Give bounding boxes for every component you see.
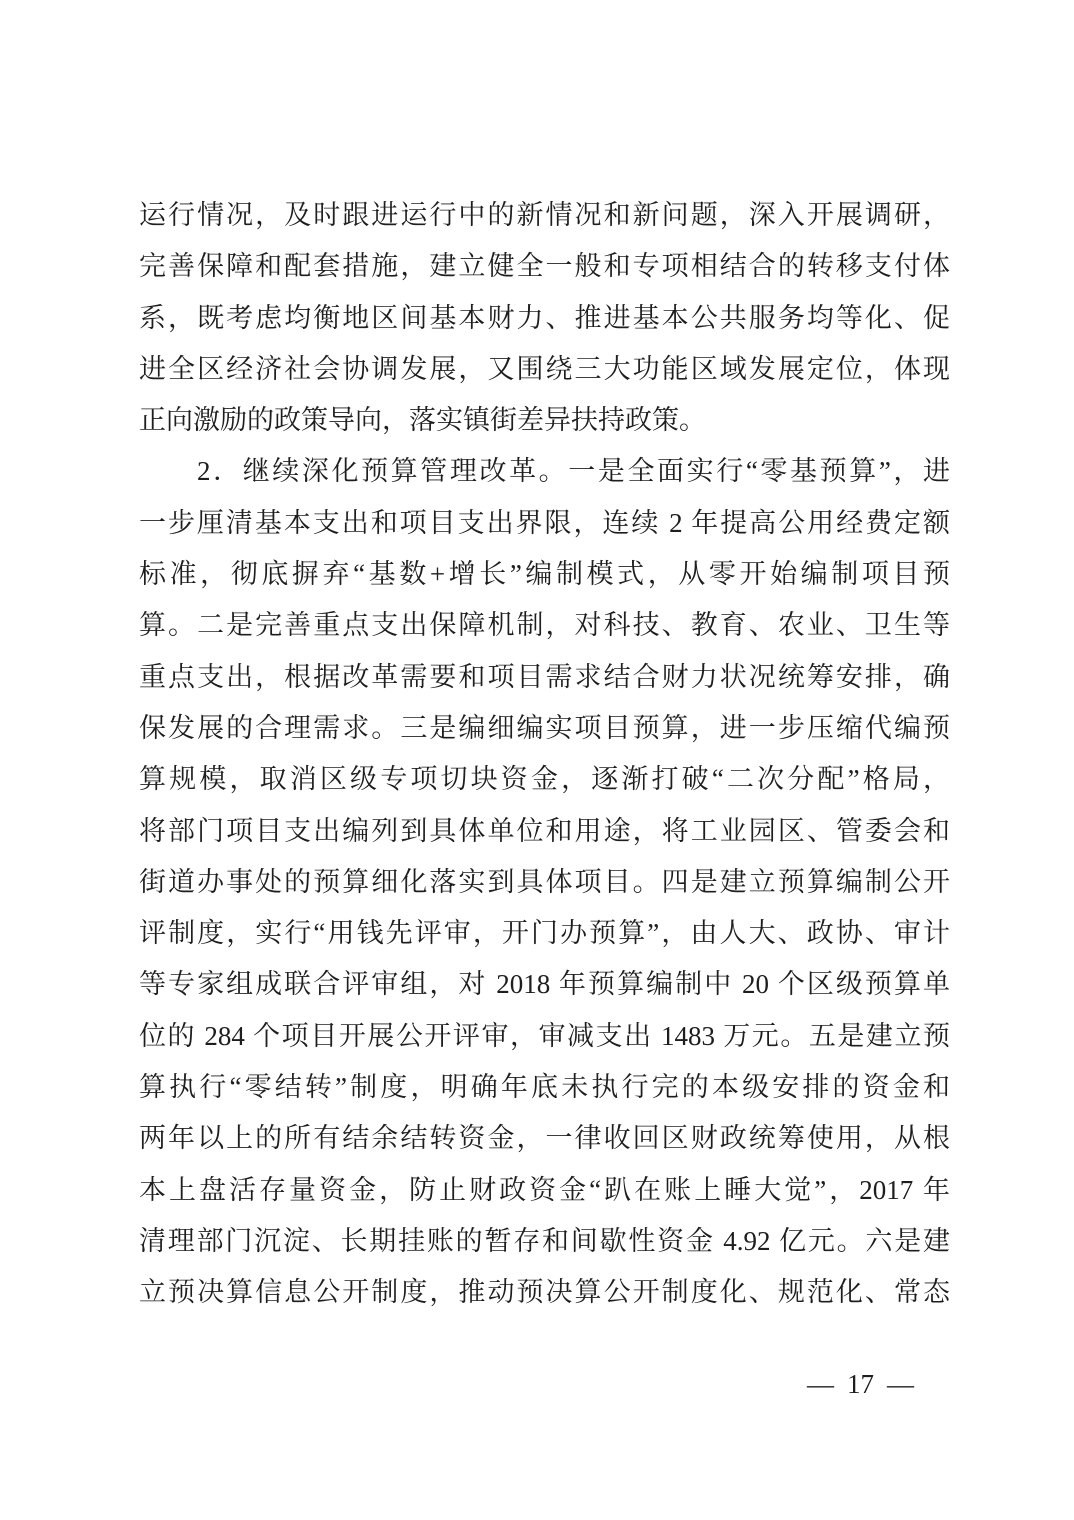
- text-line: 算。二是完善重点支出保障机制，对科技、教育、农业、卫生等: [139, 610, 950, 641]
- text-line-paragraph-start: 2．继续深化预算管理改革。一是全面实行“零基预算”，进: [197, 456, 950, 487]
- text-line: 保发展的合理需求。三是编细编实项目预算，进一步压缩代编预: [139, 712, 950, 743]
- text-line: 系，既考虑均衡地区间基本财力、推进基本公共服务均等化、促: [139, 302, 950, 333]
- text-line: 算执行“零结转”制度，明确年底未执行完的本级安排的资金和: [139, 1072, 950, 1103]
- page-footer: [807, 1368, 914, 1400]
- text-line: 运行情况，及时跟进运行中的新情况和新问题，深入开展调研，: [139, 200, 950, 230]
- text-line: 完善保障和配套措施，建立健全一般和专项相结合的转移支付体: [139, 251, 950, 282]
- footer-dash-left: —: [807, 1369, 834, 1399]
- text-line: 街道办事处的预算细化落实到具体项目。四是建立预算编制公开: [139, 866, 950, 897]
- text-line: 立预决算信息公开制度，推动预决算公开制度化、规范化、常态: [139, 1277, 950, 1308]
- text-line: 将部门项目支出编列到具体单位和用途，将工业园区、管委会和: [139, 815, 950, 846]
- text-line: 进全区经济社会协调发展，又围绕三大功能区域发展定位，体现: [139, 353, 950, 384]
- text-line-paragraph-end: 正向激励的政策导向，落实镇街差异扶持政策。: [139, 405, 706, 436]
- text-line: 评制度，实行“用钱先评审，开门办预算”，由人大、政协、审计: [139, 918, 950, 949]
- text-line: 重点支出，根据改革需要和项目需求结合财力状况统筹安排，确: [139, 661, 950, 692]
- text-line: 本上盘活存量资金，防止财政资金“趴在账上睡大觉”，2017 年: [139, 1174, 950, 1205]
- document-body: [139, 190, 950, 1319]
- text-line: 标准，彻底摒弃“基数+增长”编制模式，从零开始编制项目预: [139, 559, 950, 590]
- page-number: 17: [847, 1369, 874, 1399]
- footer-dash-right: —: [887, 1369, 914, 1399]
- text-line: 清理部门沉淀、长期挂账的暂存和间歇性资金 4.92 亿元。六是建: [139, 1225, 950, 1256]
- text-line: 等专家组成联合评审组，对 2018 年预算编制中 20 个区级预算单: [139, 969, 950, 1000]
- text-line: 算规模，取消区级专项切块资金，逐渐打破“二次分配”格局，: [139, 764, 950, 795]
- text-line: 位的 284 个项目开展公开评审，审减支出 1483 万元。五是建立预: [139, 1020, 950, 1051]
- text-line: 两年以上的所有结余结转资金，一律收回区财政统筹使用，从根: [139, 1123, 950, 1154]
- text-line: 一步厘清基本支出和项目支出界限，连续 2 年提高公用经费定额: [139, 507, 950, 538]
